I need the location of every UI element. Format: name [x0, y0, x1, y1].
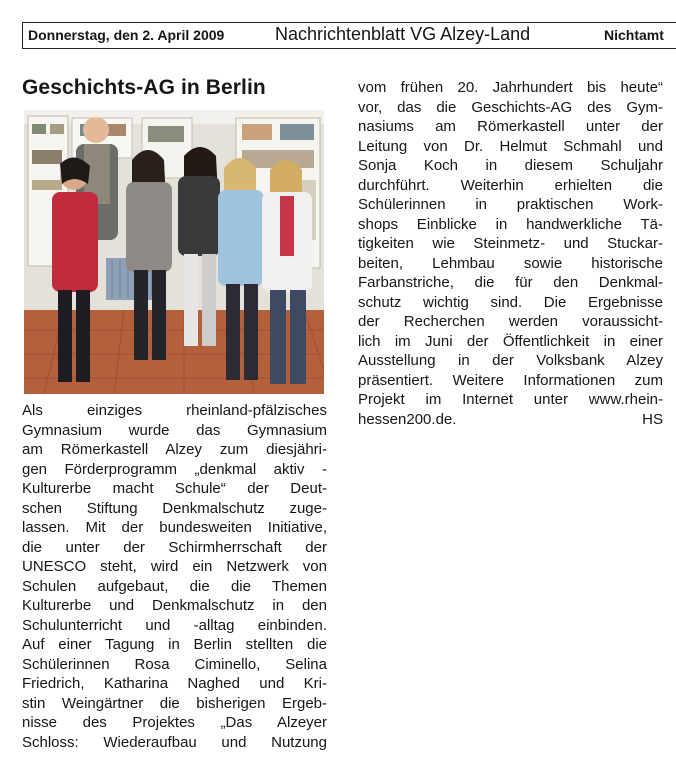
col2-line: der Recherchen werden voraussicht- — [358, 313, 663, 330]
col2-line: Projekt im Internet unter www.rhein- — [358, 391, 663, 408]
col2-line: Farbanstriche, die für den Denkmal- — [358, 274, 663, 291]
col1-line: Schloss: Wiederaufbau und Nutzung — [22, 733, 327, 751]
col1-line: Als einziges rheinland-pfälzisches — [22, 402, 327, 419]
col2-line: nasiums am Römerkastell unter der — [358, 118, 663, 135]
col2-last-line: hessen200.de. — [358, 410, 457, 428]
col2-line: tigkeiten wie Steinmetz- und Stuckar- — [358, 235, 663, 252]
col2-line: Sonja Koch in diesem Schuljahr — [358, 157, 663, 174]
col1-line: nisse des Projektes „Das Alzeyer — [22, 714, 327, 731]
col1-line: Friedrich, Katharina Naghed und Kri- — [22, 675, 327, 692]
article-headline: Geschichts-AG in Berlin — [22, 76, 266, 99]
col1-line: Auf einer Tagung in Berlin stellten die — [22, 636, 327, 653]
article-photo — [24, 110, 324, 394]
col2-line: Ausstellung in der Volksbank Alzey — [358, 352, 663, 369]
col2-line: beiten, Lehmbau sowie historische — [358, 254, 663, 272]
col2-line: präsentiert. Weitere Informationen zum — [358, 371, 663, 389]
col1-line: Kulturerbe macht Schule“ der Deut- — [22, 480, 327, 497]
col2-line: durchführt. Weiterhin erhielten die — [358, 176, 663, 194]
col1-line: gen Förderprogramm „denkmal aktiv - — [22, 460, 327, 478]
publication-title: Nachrichtenblatt VG Alzey-Land — [275, 24, 531, 44]
group-photo-illustration — [24, 110, 324, 394]
col1-line: Gymnasium wurde das Gymnasium — [22, 421, 327, 439]
col1-line: Kulturerbe und Denkmalschutz in den — [22, 597, 327, 614]
col2-line: lich im Juni der Öffentlichkeit in einer — [358, 332, 663, 350]
author-signature: HS — [642, 410, 663, 428]
col1-line: Schulen aufgebaut, die die Themen — [22, 577, 327, 595]
col1-line: schen Stiftung Denkmalschutz zuge- — [22, 499, 327, 517]
col2-line: Schülerinnen in praktischen Work- — [358, 196, 663, 213]
section-label: Nichtamt — [604, 27, 664, 43]
col1-line: UNESCO steht, wird ein Netzwerk von — [22, 558, 327, 575]
col1-line: Schülerinnen Rosa Ciminello, Selina — [22, 655, 327, 673]
col2-line: schutz wichtig sind. Die Ergebnisse — [358, 293, 663, 311]
col2-line: vor, das die Geschichts-AG des Gym- — [358, 98, 663, 116]
col1-line: stin Weingärtner die bisherigen Ergeb- — [22, 694, 327, 712]
article-column-1 — [22, 401, 327, 752]
col1-line: die unter der Schirmherrschaft der — [22, 538, 327, 556]
col1-line: lassen. Mit der bundesweiten Initiative, — [22, 519, 327, 536]
col2-closing-line — [358, 410, 663, 430]
col2-line: Leitung von Dr. Helmut Schmahl und — [358, 137, 663, 155]
col1-line: am Römerkastell Alzey zum diesjähri- — [22, 441, 327, 458]
issue-date: Donnerstag, den 2. April 2009 — [28, 27, 225, 43]
article-column-2 — [358, 78, 663, 429]
col1-line: Schulunterricht und -alltag einbinden. — [22, 616, 327, 634]
col2-line: vom frühen 20. Jahrhundert bis heute“ — [358, 79, 663, 96]
page-header-bar — [22, 22, 676, 49]
col2-line: shops Einblicke in handwerkliche Tä- — [358, 215, 663, 233]
